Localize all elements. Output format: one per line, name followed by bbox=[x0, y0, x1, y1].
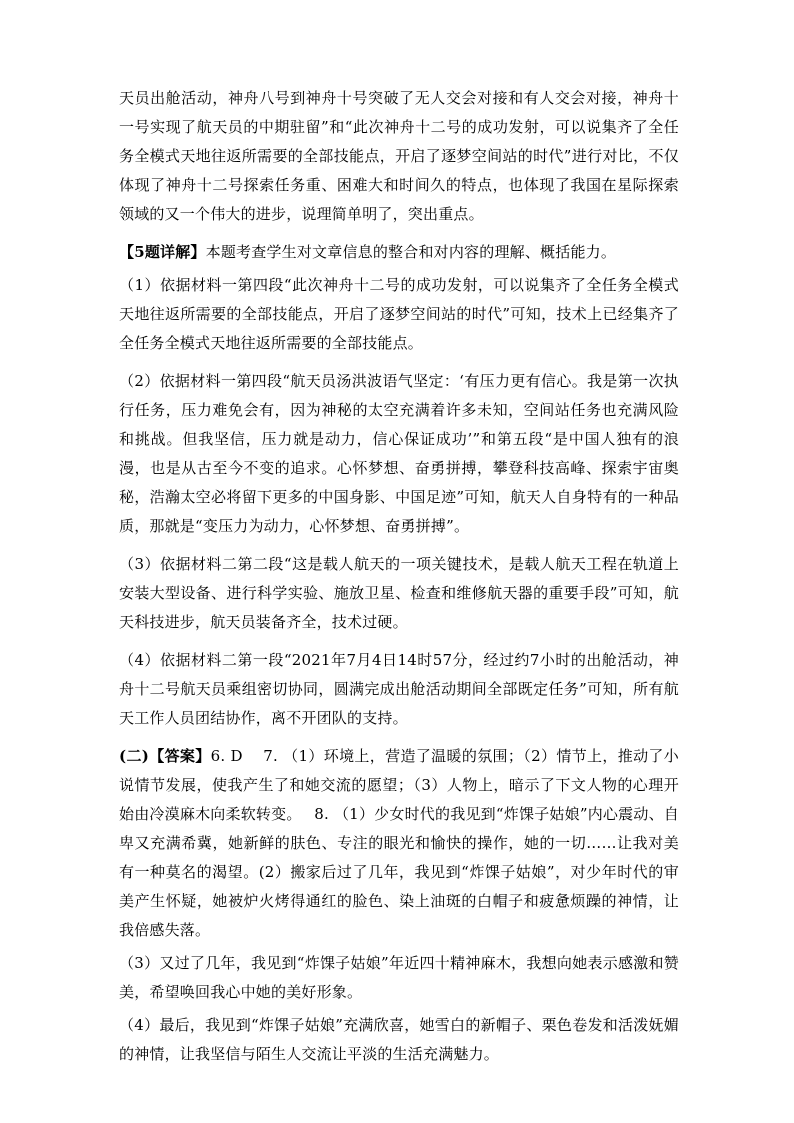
paragraph-text: 天员出舱活动，神舟八号到神舟十号突破了无人交会对接和有人交会对接，神舟十一号实现了航天员的中期驻留”和“此次神舟十二号的成功发射，可以说集齐了全任务全模式天地往返所需要的全部技能点，开启了逐梦空间站的时代”进行对比，不仅体现了神舟十二号探索任务重、困难大和时间久的特点，也体现了我国在星际探索领域的又一个伟大的进步，说理简单明了，突出重点。 bbox=[119, 89, 679, 223]
paragraph-text: （3）依据材料二第二段“这是载人航天的一项关键技术，是载人航天工程在轨道上安装大型设备、进行科学实验、施放卫星、检查和维修航天器的重要手段”可知，航天科技进步，航天员装备齐全，技术过硬。 bbox=[119, 555, 679, 631]
paragraph-comparison-analysis bbox=[119, 84, 679, 229]
paragraph-q8-point-3 bbox=[119, 949, 679, 1007]
paragraph-text: （4）依据材料二第一段“2021年7月4日14时57分，经过约7小时的出舱活动，神舟十二号航天员乘组密切协同，圆满完成出舱活动期间全部既定任务”可知，所有航天工作人员团结协作，离不开团队的支持。 bbox=[119, 651, 679, 727]
paragraph-text: （3）又过了几年，我见到“炸馃子姑娘”年近四十精神麻木，我想向她表示感激和赞美，希望唤回我心中她的美好形象。 bbox=[119, 954, 679, 1001]
paragraph-q5-point-2 bbox=[119, 367, 679, 541]
paragraph-text: （4）最后，我见到“炸馃子姑娘”充满欣喜，她雪白的新帽子、栗色卷发和活泼妩媚的神情，让我坚信与陌生人交流让平淡的生活充满魅力。 bbox=[119, 1016, 679, 1063]
paragraph-text: （2）依据材料一第四段“航天员汤洪波语气坚定：‘有压力更有信心。我是第一次执行任务，压力难免会有，因为神秘的太空充满着许多未知，空间站任务也充满风险和挑战。但我坚信，压力就是动力，信心保证成功’”和第五段“是中国人独有的浪漫，也是从古至今不变的追求。心怀梦想、奋勇拼搏，攀登科技高峰、探索宇宙奥秘，浩瀚太空必将留下更多的中国身影、中国足迹”可知，航天人自身特有的一种品质，那就是“变压力为动力，心怀梦想、奋勇拼搏”。 bbox=[119, 372, 679, 535]
paragraph-section-2-answers bbox=[119, 742, 679, 945]
paragraph-q5-heading bbox=[119, 238, 679, 267]
paragraph-q5-point-1 bbox=[119, 271, 679, 358]
document-page bbox=[119, 84, 679, 1078]
paragraph-lead: 【5题详解】 bbox=[119, 243, 206, 261]
paragraph-q5-point-3 bbox=[119, 550, 679, 637]
paragraph-lead: (二)【答案】 bbox=[119, 747, 211, 765]
paragraph-q8-point-4 bbox=[119, 1011, 679, 1069]
paragraph-text: 本题考查学生对文章信息的整合和对内容的理解、概括能力。 bbox=[205, 243, 617, 261]
paragraph-text: （1）依据材料一第四段“此次神舟十二号的成功发射，可以说集齐了全任务全模式天地往返所需要的全部技能点，开启了逐梦空间站的时代”可知，技术上已经集齐了全任务全模式天地往返所需要的全部技能点。 bbox=[119, 276, 679, 352]
paragraph-text: 6. D 7. （1）环境上，营造了温暖的氛围；（2）情节上，推动了小说情节发展，使我产生了和她交流的愿望；（3）人物上，暗示了下文人物的心理开始由冷漠麻木向柔软转变。 8. （1）少女时代的我见到“炸馃子姑娘”内心震动、自卑又充满希冀，她新鲜的肤色、专注的眼光和愉快的操作，她的一切……让我对美有一种莫名的渴望。(2）搬家后过了几年，我见到“炸馃子姑娘”，对少年时代的审美产生怀疑，她被炉火烤得通红的脸色、染上油斑的白帽子和疲惫烦躁的神情，让我倍感失落。 bbox=[119, 747, 679, 939]
paragraph-q5-point-4 bbox=[119, 646, 679, 733]
